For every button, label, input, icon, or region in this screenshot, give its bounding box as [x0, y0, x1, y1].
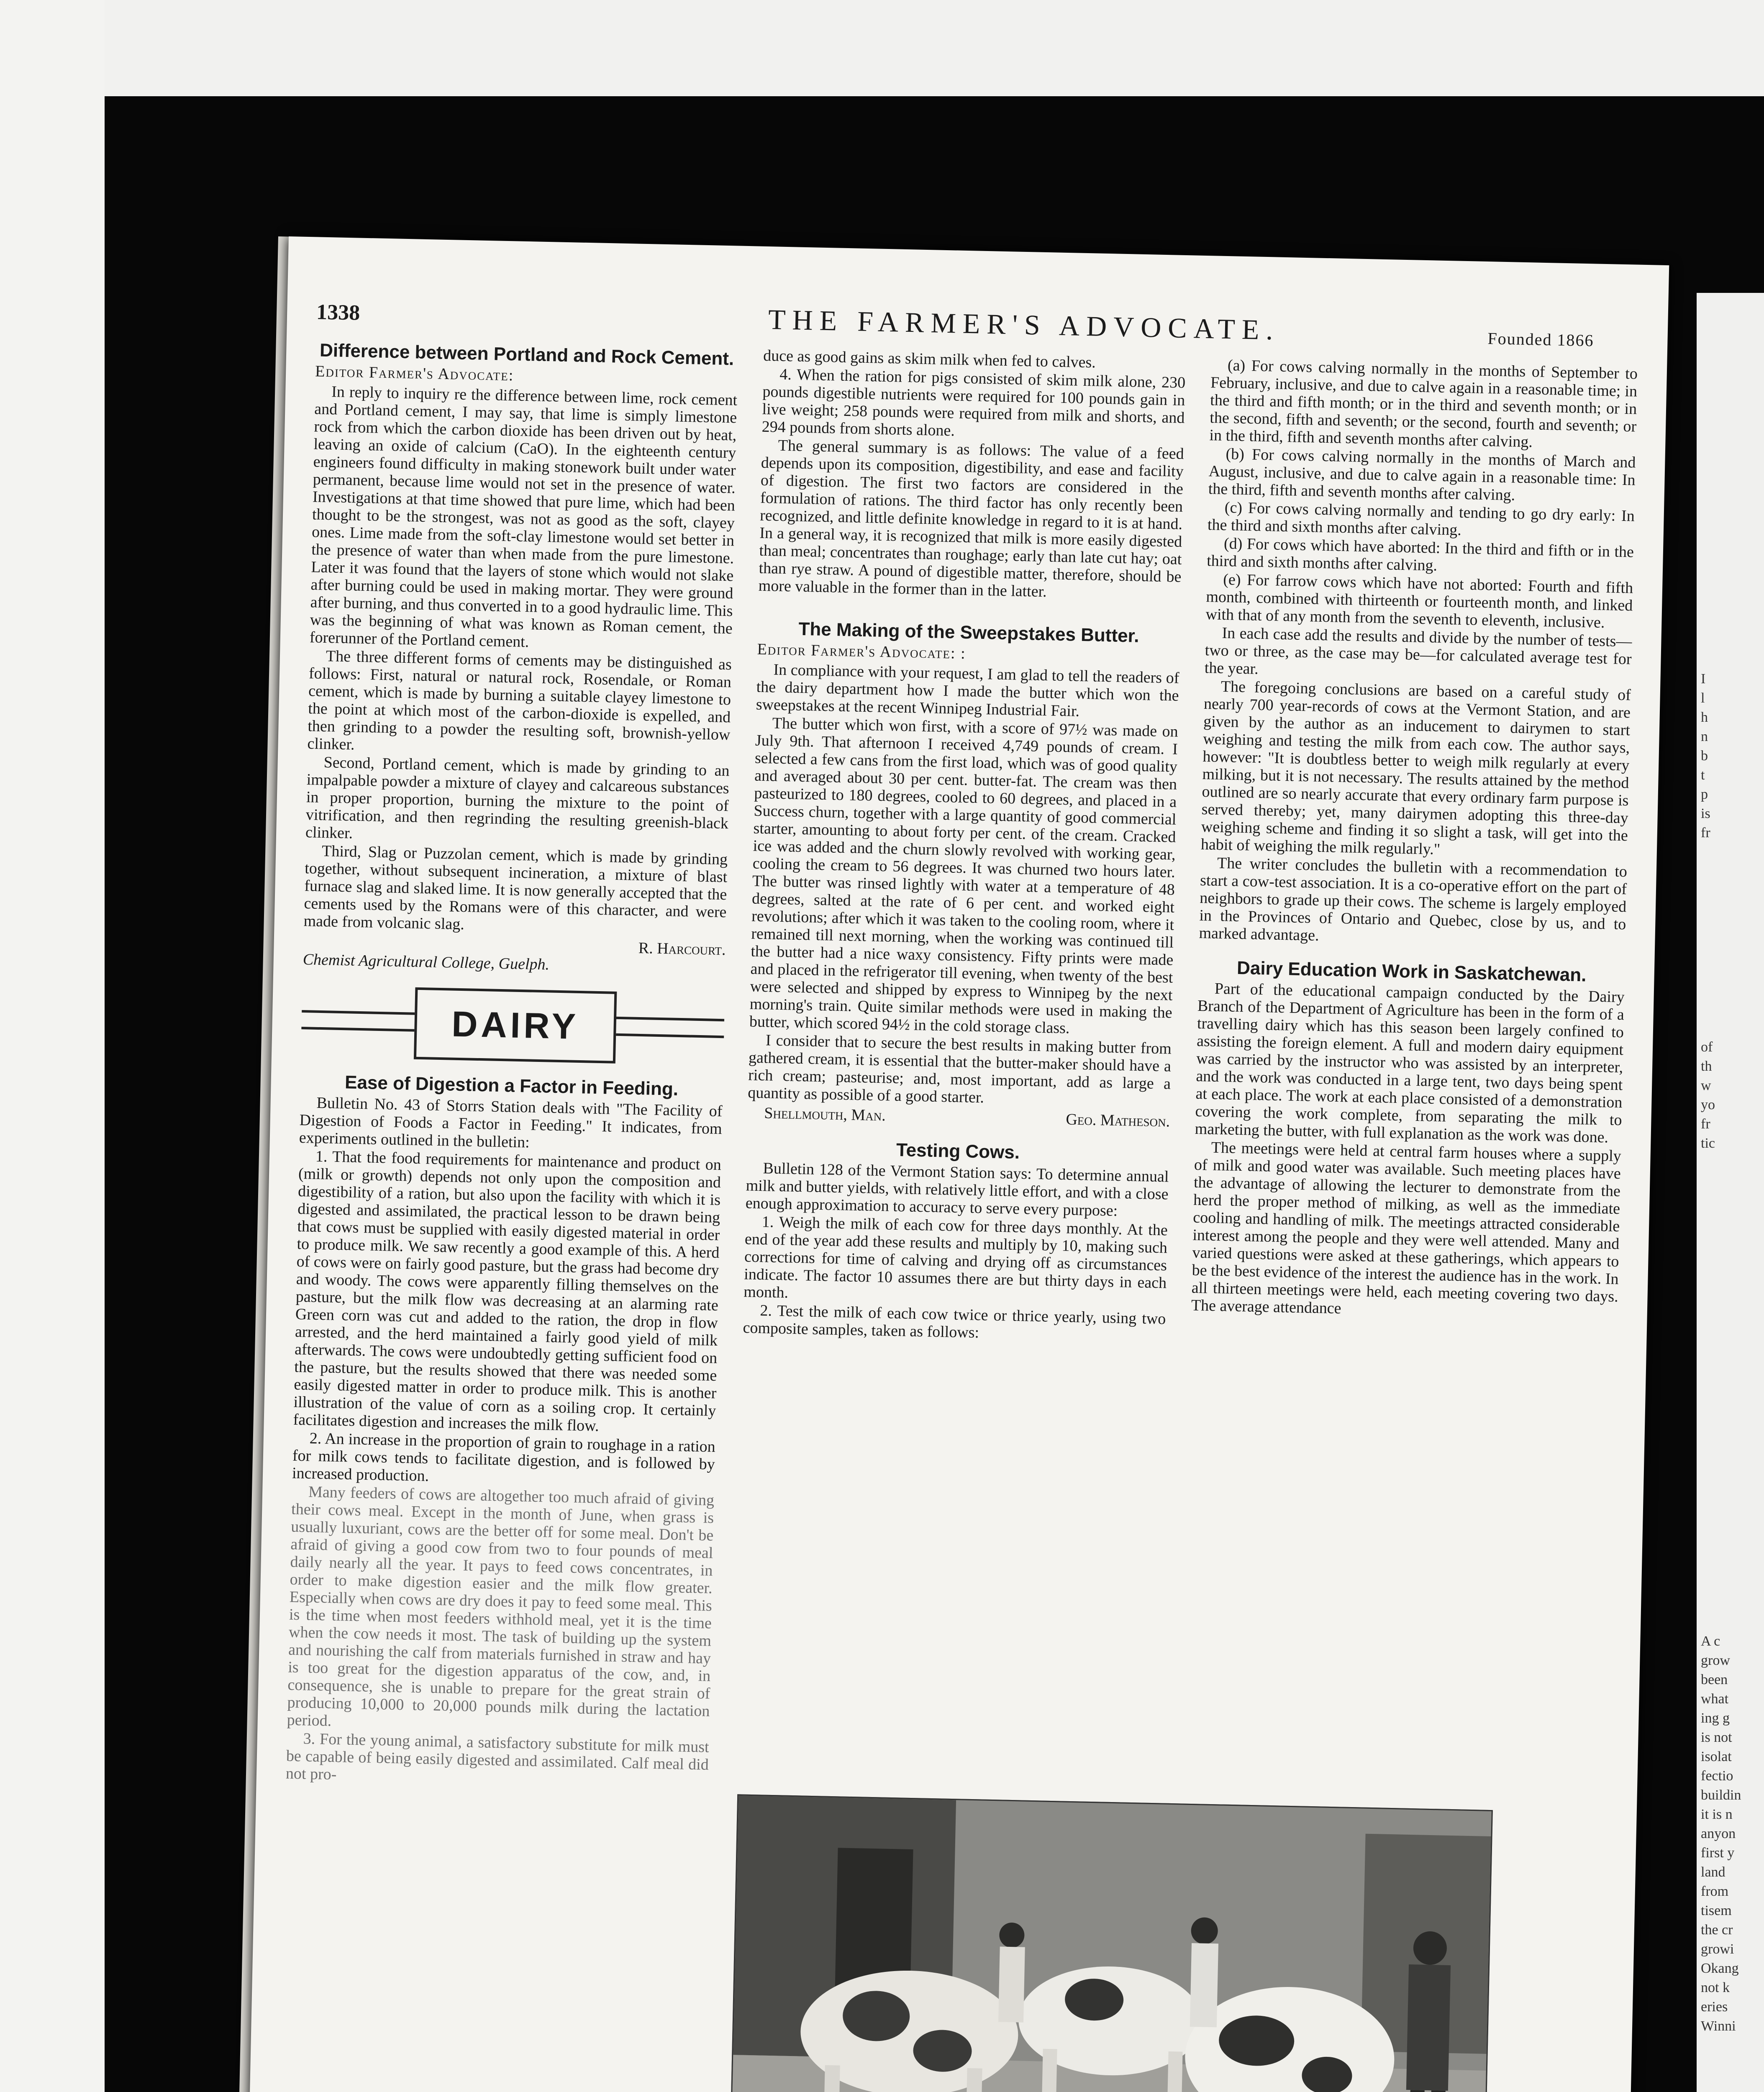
- signature: R. Harcourt.: [638, 939, 726, 959]
- paragraph: In each case add the results and divide by the number of tests—two or three, as the case may be—for calculated average test for the year.: [1204, 624, 1632, 678]
- paragraph: The meetings were held at central farm houses where a supply of milk and good water was available. Such meeting places have the advantage of allowing the lecturer to demonstrate from the herd the proper method of milking, as well as the immediate cooling and handling of milk. The meetings attracted considerable interest among the people and they were well attended. Many and varied questions were asked at these gatherings, which appears to be the best evidence of the interest the audience has in the work. In all thirteen meetings were held, each meeting covering two days. The average attendance: [1191, 1138, 1622, 1318]
- attendant-figure: [997, 1922, 1026, 2022]
- paragraph: (c) For cows calving normally and tending to go dry early: In the third and sixth months after calving.: [1207, 498, 1635, 539]
- attendant-figure: [1189, 1917, 1219, 2027]
- paragraph: (a) For cows calving normally in the months of September to February, inclusive, and due to calve again in a reasonable time; in the third and fifth month; or in the third and seventh month; or in the second, fifth and seventh; or the second, fourth and seventh; or in the third, fifth and seventh months after calving.: [1209, 356, 1638, 451]
- paragraph: (d) For cows which have aborted: In the third and fifth or in the third and sixth months after calving.: [1206, 534, 1634, 574]
- column-2: [743, 347, 1186, 1346]
- editor-line: Editor Farmer's Advocate: :: [757, 640, 967, 663]
- paragraph: 1. Weigh the milk of each cow for three days monthly. At the end of the year add these results and multiply by 10, making such corrections for time of calving and drying off as circumstances indicate. The factor 10 assumes there are but thirty days in each month.: [743, 1213, 1168, 1302]
- paragraph: The butter which won first, with a score of 97½ was made on July 9th. That afternoon I received 4,749 pounds of cream. I selected a few cans from the first load, which was of good quality and averaged about 30 per cent. butter-fat. The cream was then pasteurized to 180 degrees, cooled to 60 degrees, and placed in a Success churn, together with a large quantity of good commercial starter, amounting to about forty per cent. of the cream. Cracked ice was added and the churn slowly revolved with working gear, cooling the cream to 56 degrees. It was churned two hours later. The butter was rinsed lightly with water at a temperature of 48 degrees, salted at the rate of 6 per cent. and worked eight revolutions; after which it was taken to the cooling room, where it remained till next morning, when the working was continued till the butter had a nice waxy consistency. Fifty prints were made and placed in the refrigerator till evening, when twenty of the best were selected and shipped by express to Winnipeg by the next morning's train. Quite similar methods were used in making the butter, which scored 94½ in the cold storage class.: [749, 714, 1179, 1037]
- paragraph: The general summary is as follows: The value of a feed depends upon its composition, digestibility, and ease and facility of digestion. The first two factors are considered in the formulation of rations. The third factor has only recently been recognized, and little definite knowledge in regard to it is at hand. In a general way, it is recognized that milk is more easily digested than meal; concentrates than roughage; early than late cut hay; oat than rye straw. A pound of digestible matter, therefore, should be more valuable in the former than in the latter.: [758, 436, 1185, 601]
- paragraph: In compliance with your request, I am glad to tell the readers of the dairy department how I made the butter which won the sweepstakes at the recent Winnipeg Industrial Fair.: [756, 661, 1179, 720]
- paragraph: Third, Slag or Puzzolan cement, which is made by grinding together, without subsequent incineration, a mixture of blast furnace slag and slaked lime. It is now generally accepted that the cements used by the Romans were of this character, and were made from volcanic slag.: [303, 842, 728, 933]
- paragraph: In reply to inquiry re the difference between lime, rock cement and Portland cement, I may say, that lime is simply limestone rock from which the carbon dioxide has been driven out by heat, leaving an oxide of calcium (CaO). In the eighteenth century engineers found difficulty in making stonework built under water permanent, because lime would not set in the presence of water. Investigations at that time showed that pure lime, which had been thought to be the strongest, was not as good as the soft, clayey ones. Lime made from the soft-clay limestone would set better in the presence of water than when made from the pure limestone. Later it was found that the layers of stone which would not slake after burning could be used in making mortar. They were ground after burning, and thus converted in to a good hydraulic lime. This was the beginning of what was known as Roman cement, the forerunner of the Portland cement.: [309, 383, 738, 651]
- adjacent-page-text-3: A c grow been what ing g is not isolat fectio buildin it is n anyon first y land from tisem the cr growi Okang not k eries Winni: [1701, 1633, 1741, 2034]
- page-number: 1338: [316, 300, 360, 325]
- paragraph: 2. Test the milk of each cow twice or thrice yearly, using two composite samples, taken as follows:: [743, 1302, 1166, 1342]
- article-title: Testing Cows.: [896, 1139, 1020, 1163]
- founded-line: Founded 1866: [1487, 329, 1594, 350]
- paragraph: I consider that to secure the best results in making butter from gathered cream, it is essential that the butter-maker should have a rich cream; pasteurise; and, most important, add as large a quantity as possible of a good starter.: [747, 1031, 1172, 1107]
- photo-illustration: [730, 1795, 1492, 2092]
- article-title: Ease of Digestion a Factor in Feeding.: [344, 1072, 679, 1100]
- paragraph: The foregoing conclusions are based on a careful study of nearly 700 year-records of cows at the Vermont Station, and are given by the author as an inducement to dairymen to start weighing and testing the milk from each cow. The author says, however: "It is doubtless better to weigh milk regularly at every milking, but it is not necessary. The results attained by the method outlined are so nearly accurate that every ordinary farm purpose is served thereby; yet, many dairymen adopting this three-day weighing scheme and finding it so slight a task, will get into the habit of weighing the milk regularly.": [1200, 677, 1631, 858]
- scan-margin-left: [0, 0, 105, 2092]
- banner-box: [414, 987, 617, 1064]
- article-title: Dairy Education Work in Saskatchewan.: [1236, 957, 1587, 986]
- signature-place: Shellmouth, Man.: [764, 1104, 886, 1125]
- cow-2: [1016, 1964, 1204, 2092]
- adjacent-page-text-1: I l h n b t p is fr: [1701, 671, 1710, 841]
- paragraph: duce as good gains as skim milk when fed to calves.: [763, 346, 1096, 372]
- paragraph: 1. That the food requirements for maintenance and product on (milk or growth) depends not only upon the composition and digestibility of a ration, but also upon the facility with which it is digested and assimilated, the practical lesson to be drawn being that cows must be supplied with easily digested material in order to produce milk. We saw recently a good example of this. A herd of cows were on fairly good pasture, but the grass had become dry and woody. The cows were apparently filling themselves on the pasture, but the milk flow was decreasing at an alarming rate Green corn was cut and added to the ration, the drop in flow arrested, and the herd maintained a fairly good yield of milk afterwards. The cows were undoubtedly getting sufficient food on the pasture, but the results showed that there was needed some easily digested matter in order to produce milk. This is another illustration of the value of corn as a soiling crop. It certainly facilitates digestion and increases the milk flow.: [293, 1147, 722, 1435]
- paragraph: 3. For the young animal, a satisfactory substitute for milk must be capable of being easily digested and assimilated. Calf meal did not pro-: [285, 1730, 710, 1784]
- article-title: The Making of the Sweepstakes Butter.: [798, 618, 1140, 646]
- column-1: [286, 337, 738, 1792]
- paragraph: Second, Portland cement, which is made by grinding to an impalpable powder a mixture of clayey and calcareous substances in proper proportion, burning the mixture to the point of vitrification, and then regrinding the resulting greenish-black clinker.: [305, 754, 730, 842]
- article-title: Difference between Portland and Rock Cement.: [319, 340, 734, 369]
- paragraph: The writer concludes the bulletin with a recommendation to start a cow-test association. It is a co-operative effort on the part of neighbors to grade up their cows. The scheme is largely employed in the Provinces of Ontario and Quebec, close by us, and to marked advantage.: [1199, 854, 1628, 944]
- herd-photograph: [729, 1794, 1493, 2092]
- column-3: [1191, 356, 1638, 1324]
- editor-line: Editor Farmer's Advocate:: [315, 362, 514, 385]
- banner-text: DAIRY: [451, 1004, 579, 1047]
- affiliation: Chemist Agricultural College, Guelph.: [303, 951, 550, 974]
- paragraph: Bulletin 128 of the Vermont Station says: To determine annual milk and butter yields, with relatively little effort, and with a close enough approximation to accuracy to serve every purpose:: [745, 1159, 1169, 1220]
- paragraph: (b) For cows calving normally in the months of March and August, inclusive, and due to calve again in a reasonable time: In the third, fifth and seventh months after calving.: [1208, 445, 1636, 504]
- adjacent-page-text-2: of th w yo fr tic: [1701, 1039, 1715, 1151]
- paragraph: Bulletin No. 43 of Storrs Station deals with "The Facility of Digestion of Foods a Factor in Feeding." It indicates, from experiments outlined in the bulletin:: [299, 1094, 723, 1151]
- paragraph: 4. When the ration for pigs consisted of skim milk alone, 230 pounds digestible nutrients were required for 100 pounds gain in live weight; 258 pounds were required from milk and shorts, and 294 pounds from shorts alone.: [761, 365, 1186, 440]
- paragraph: 2. An increase in the proportion of grain to roughage in a ration for milk cows tends to facilitate digestion, and is followed by increased production.: [292, 1429, 716, 1485]
- dairy-section-banner: [301, 985, 725, 1065]
- masthead: THE FARMER'S ADVOCATE.: [768, 303, 1280, 346]
- paragraph: (e) For farrow cows which have not aborted: Fourth and fifth month, combined with thirteenth or fourteenth month, and linked with that of any month from the seventh to eleventh, inclusive.: [1205, 570, 1633, 632]
- paragraph: The three different forms of cements may be distinguished as follows: First, natural or natural rock, Rosendale, or Roman cement, which is made by burning a suitable clayey limestone to the point at which most of the carbon-dioxide is expelled, and then grinding to a powder the resulting soft, brownish-yellow clinker.: [307, 647, 732, 754]
- signature-name: Geo. Matheson.: [1066, 1110, 1170, 1131]
- paragraph: Many feeders of cows are altogether too much afraid of giving their cows meal. Except in the month of June, when grass is usually luxuriant, cows are the better off for some meal. Don't be afraid of giving a good cow from two to four pounds of meal daily nearly all the year. It pays to feed cows concentrates, in order to make digestion easier and the milk flow greater. Especially when cows are dry does it pay to feed some meal. This is the time when most feeders withhold meal, yet it is the time when the cow needs it most. The task of building up the system and nourishing the calf from materials furnished in straw and hay is too great for the digestion apparatus of the cow, and, in consequence, she is unable to prepare for the great strain of producing 10,000 to 20,000 pounds milk during the lactation period.: [287, 1483, 715, 1730]
- scan-margin-top: [0, 0, 1764, 96]
- newspaper-page: [247, 236, 1669, 2092]
- paragraph: Part of the educational campaign conducted by the Dairy Branch of the Department of Agriculture has been in the form of a travelling dairy which has this season been largely confined to assisting the foreign element. A full and modern dairy equipment was carried by the instructor who was assisted by an interpreter, and the work was conducted in a large tent, two days being spent at each place. The work at each place consisted of a demonstration covering the work complete, from separating the milk to marketing the butter, with full explanation as the work was done.: [1195, 979, 1625, 1146]
